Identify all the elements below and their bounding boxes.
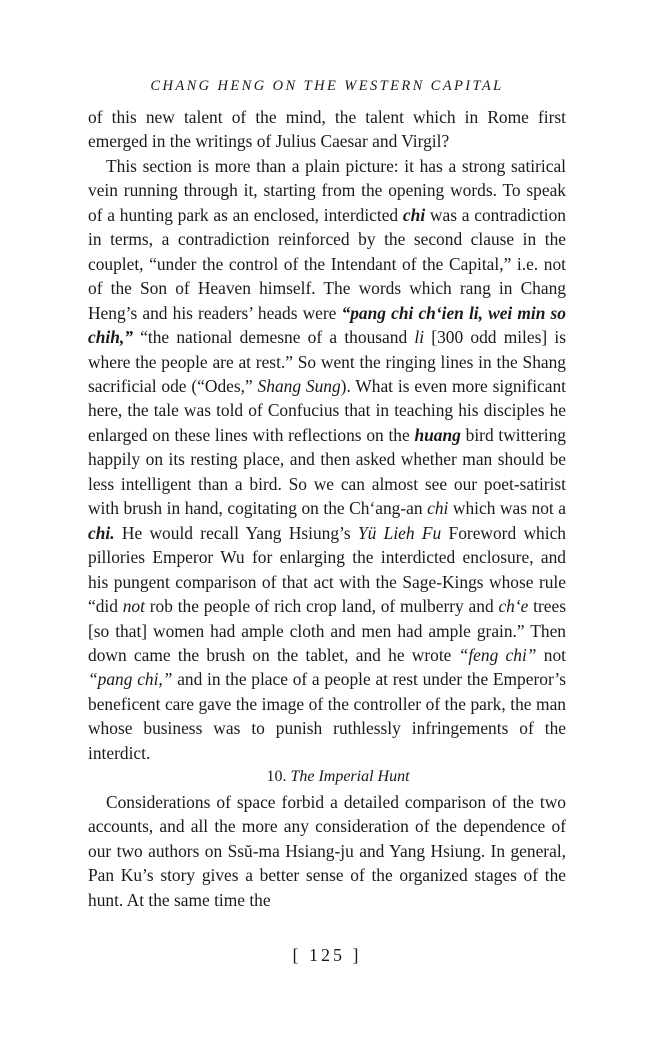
section-title: The Imperial Hunt [290, 768, 410, 786]
text-run: was a contradiction in terms, a contradiction reinforced by the second clause in the couplet, “under the control of the Intendant of the Capital,” i.e. not of the Son of Heaven himself. The words which rang in Chang Heng’s and his readers’ heads were [88, 204, 567, 323]
text-run: Foreword which pillories Emperor Wu for enlarging the interdicted enclosure, and his pungent comparison of that act with the Sage-Kings whose rule “did [88, 522, 566, 617]
text-run: and in the place of a people at rest under the Emperor’s beneficent care gave the image of the controller of the park, the man whose business was to punish ruthlessly infringements of the interdict. [88, 669, 566, 763]
italic-quote: “pang chi ch‘ien li, wei min so chih,” [88, 302, 566, 348]
text-run: “the national demesne of a thousand [132, 327, 415, 348]
text-run: bird twittering happily on its resting place, and then asked whether man should be less intelligent than a bird. So we can almost see our poet-satirist with brush in hand, cogitating on the Ch‘ang-an [88, 424, 567, 519]
section-number: 10. [266, 768, 287, 786]
paragraph-2 [88, 154, 566, 765]
italic-term: chi [427, 498, 449, 519]
text-run: [300 odd miles] is where the people are at rest.” So went the ringing lines in the Shang sacrificial ode (“Odes,” [88, 327, 566, 396]
italic-term: chi [402, 204, 426, 225]
running-head: CHANG HENG ON THE WESTERN CAPITAL [150, 78, 504, 94]
text-run: trees [so that] women had ample cloth and men had ample grain.” Then down came the brush on the tablet, and he wrote [88, 596, 566, 665]
body-text [88, 105, 566, 912]
text-run: which was not a [448, 498, 566, 519]
italic-quote: “feng chi” [458, 644, 537, 665]
text-run: This section is more than a plain picture: it has a strong satirical vein running through it, starting from the opening words. To speak of a hunting park as an enclosed, interdicted [88, 155, 566, 225]
italic-term: huang [414, 424, 461, 445]
paragraph-3: Considerations of space forbid a detailed comparison of the two accounts, and all the more any consideration of the dependence of our two authors on Ssŭ-ma Hsiang-ju and Yang Hsiung. In general, Pan Ku’s story gives a better sense of the organized stages of the hunt. At the same time the [88, 791, 566, 910]
text-run: He would recall Yang Hsiung’s [114, 522, 358, 543]
text-run: rob the people of rich crop land, of mulberry and [144, 596, 499, 617]
text-run: ). What is even more significant here, the tale was told of Confucius that in teaching his disciples he enlarged on these lines with reflections on the [88, 375, 566, 445]
italic-term: ch‘e [498, 596, 529, 617]
page-number: [ 125 ] [292, 945, 362, 965]
section-heading [88, 765, 566, 790]
text-run: not [536, 644, 566, 665]
paragraph-1: of this new talent of the mind, the talent which in Rome first emerged in the writings of Julius Caesar and Virgil? [88, 107, 566, 152]
italic-title: Shang Sung [257, 375, 341, 396]
italic-quote: “pang chi,” [88, 669, 173, 690]
italic-term: chi. [88, 522, 115, 543]
italic-term: li [414, 327, 425, 348]
italic-emphasis: not [122, 596, 145, 617]
italic-title: Yü Lieh Fu [357, 522, 442, 543]
